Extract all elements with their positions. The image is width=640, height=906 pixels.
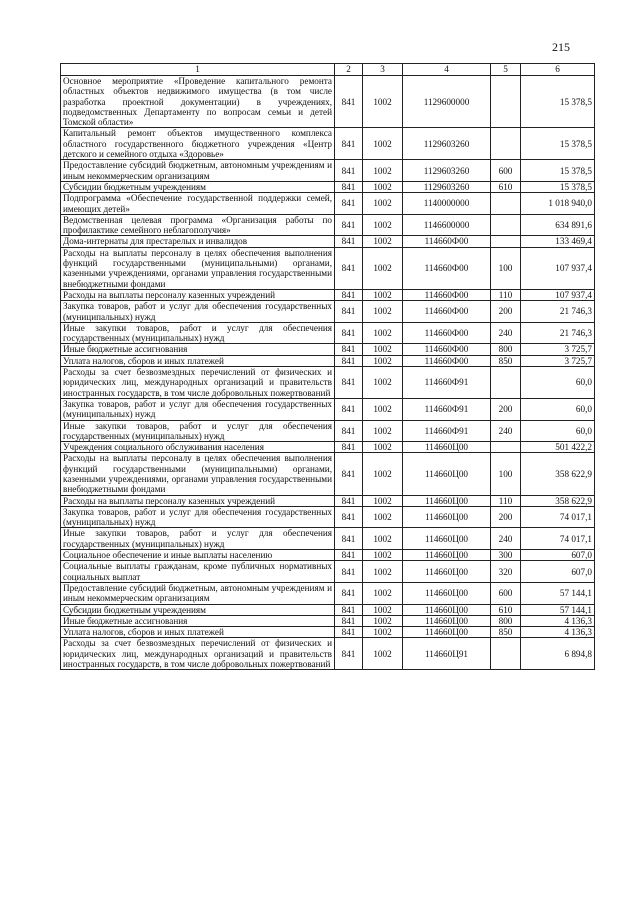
row-expense-type-cell: 200 [491, 398, 521, 420]
budget-table [60, 63, 595, 670]
row-target-code-cell: 114660Ф00 [403, 322, 491, 344]
row-expense-type-cell: 200 [491, 301, 521, 323]
row-name-cell: Субсидии бюджетным учреждениям [61, 181, 335, 192]
row-grbs-cell: 841 [335, 506, 363, 528]
row-target-code-cell: 114660Ф91 [403, 398, 491, 420]
row-grbs-cell: 841 [335, 181, 363, 192]
row-name-cell: Дома-интернаты для престарелых и инвалидов [61, 236, 335, 247]
row-amount-cell: 634 891,6 [521, 214, 595, 236]
row-expense-type-cell: 800 [491, 344, 521, 355]
row-expense-type-cell: 600 [491, 582, 521, 604]
row-grbs-cell: 841 [335, 322, 363, 344]
row-expense-type-cell: 110 [491, 495, 521, 506]
row-grbs-cell: 841 [335, 344, 363, 355]
row-name-cell: Учреждения социального обслуживания населения [61, 442, 335, 453]
table-row [61, 528, 595, 550]
table-row [61, 181, 595, 192]
column-header: 1 [61, 64, 335, 76]
row-target-code-cell: 114660Ц00 [403, 582, 491, 604]
row-amount-cell: 1 018 940,0 [521, 193, 595, 215]
table-row [61, 550, 595, 561]
row-section-cell: 1002 [363, 289, 403, 300]
row-amount-cell: 15 378,5 [521, 128, 595, 160]
row-name-cell: Основное мероприятие «Проведение капитального ремонта областных объектов недвижимого имущества (в том числе разработка проектной документации) в учреждениях, подведомственных Департаменту по вопросам семьи и детей Томской области» [61, 76, 335, 128]
row-amount-cell: 60,0 [521, 398, 595, 420]
row-name-cell: Закупка товаров, работ и услуг для обеспечения государственных (муниципальных) нужд [61, 398, 335, 420]
row-section-cell: 1002 [363, 181, 403, 192]
row-name-cell: Ведомственная целевая программа «Организация работы по профилактике семейного неблагополучия» [61, 214, 335, 236]
row-grbs-cell: 841 [335, 367, 363, 399]
row-amount-cell: 4 136,3 [521, 627, 595, 638]
table-row [61, 420, 595, 442]
table-row [61, 453, 595, 495]
row-target-code-cell: 1129603260 [403, 181, 491, 192]
page-number: 215 [552, 40, 570, 54]
row-section-cell: 1002 [363, 528, 403, 550]
row-target-code-cell: 114660Ф91 [403, 420, 491, 442]
table-row [61, 322, 595, 344]
row-section-cell: 1002 [363, 193, 403, 215]
row-expense-type-cell: 100 [491, 453, 521, 495]
row-grbs-cell: 841 [335, 398, 363, 420]
row-expense-type-cell: 800 [491, 615, 521, 626]
row-grbs-cell: 841 [335, 193, 363, 215]
row-name-cell: Расходы на выплаты персоналу в целях обеспечения выполнения функций государственными (муниципальными) органами, казенными учреждениями, органами управления государственными внебюджетными фондами [61, 453, 335, 495]
row-target-code-cell: 114660Ц00 [403, 495, 491, 506]
row-expense-type-cell: 850 [491, 627, 521, 638]
row-section-cell: 1002 [363, 638, 403, 670]
row-grbs-cell: 841 [335, 528, 363, 550]
row-name-cell: Социальное обеспечение и иные выплаты населению [61, 550, 335, 561]
row-name-cell: Расходы на выплаты персоналу казенных учреждений [61, 289, 335, 300]
row-grbs-cell: 841 [335, 247, 363, 289]
row-section-cell: 1002 [363, 398, 403, 420]
row-target-code-cell: 114660Ц00 [403, 561, 491, 583]
row-grbs-cell: 841 [335, 128, 363, 160]
row-name-cell: Предоставление субсидий бюджетным, автономным учреждениям и иным некоммерческим организациям [61, 582, 335, 604]
row-grbs-cell: 841 [335, 442, 363, 453]
row-amount-cell: 6 894,8 [521, 638, 595, 670]
row-amount-cell: 15 378,5 [521, 76, 595, 128]
row-expense-type-cell: 240 [491, 420, 521, 442]
row-amount-cell: 21 746,3 [521, 301, 595, 323]
row-target-code-cell: 114660Ц00 [403, 453, 491, 495]
row-name-cell: Закупка товаров, работ и услуг для обеспечения государственных (муниципальных) нужд [61, 301, 335, 323]
row-section-cell: 1002 [363, 322, 403, 344]
row-target-code-cell: 114660Ц00 [403, 615, 491, 626]
row-name-cell: Предоставление субсидий бюджетным, автономным учреждениям и иным некоммерческим организациям [61, 160, 335, 182]
table-row [61, 193, 595, 215]
row-amount-cell: 358 622,9 [521, 495, 595, 506]
row-name-cell: Субсидии бюджетным учреждениям [61, 604, 335, 615]
table-row [61, 247, 595, 289]
row-expense-type-cell [491, 367, 521, 399]
row-target-code-cell: 114660Ф91 [403, 367, 491, 399]
row-section-cell: 1002 [363, 367, 403, 399]
row-name-cell: Иные закупки товаров, работ и услуг для обеспечения государственных (муниципальных) нужд [61, 420, 335, 442]
row-section-cell: 1002 [363, 582, 403, 604]
row-section-cell: 1002 [363, 627, 403, 638]
table-row [61, 355, 595, 366]
row-grbs-cell: 841 [335, 355, 363, 366]
row-target-code-cell: 1129600000 [403, 76, 491, 128]
row-section-cell: 1002 [363, 214, 403, 236]
row-section-cell: 1002 [363, 76, 403, 128]
row-target-code-cell: 1146600000 [403, 214, 491, 236]
row-target-code-cell: 114660Ц00 [403, 442, 491, 453]
row-name-cell: Расходы за счет безвозмездных перечислений от физических и юридических лиц, международных организаций и правительств иностранных государств, в том числе добровольных пожертвований [61, 638, 335, 670]
row-section-cell: 1002 [363, 453, 403, 495]
row-grbs-cell: 841 [335, 301, 363, 323]
row-amount-cell: 358 622,9 [521, 453, 595, 495]
table-row [61, 367, 595, 399]
column-header: 2 [335, 64, 363, 76]
row-expense-type-cell: 610 [491, 604, 521, 615]
row-grbs-cell: 841 [335, 420, 363, 442]
row-target-code-cell: 114660Ф00 [403, 355, 491, 366]
row-target-code-cell: 114660Ц00 [403, 604, 491, 615]
table-row [61, 582, 595, 604]
row-grbs-cell: 841 [335, 495, 363, 506]
column-header: 4 [403, 64, 491, 76]
row-target-code-cell: 1129603260 [403, 160, 491, 182]
table-row [61, 289, 595, 300]
table-row [61, 160, 595, 182]
row-expense-type-cell: 110 [491, 289, 521, 300]
table-row [61, 561, 595, 583]
row-amount-cell: 21 746,3 [521, 322, 595, 344]
row-section-cell: 1002 [363, 160, 403, 182]
row-target-code-cell: 114660Ф00 [403, 236, 491, 247]
row-target-code-cell: 114660Ф00 [403, 301, 491, 323]
row-grbs-cell: 841 [335, 604, 363, 615]
row-target-code-cell: 114660Ф00 [403, 247, 491, 289]
row-section-cell: 1002 [363, 561, 403, 583]
row-grbs-cell: 841 [335, 582, 363, 604]
row-amount-cell: 57 144,1 [521, 604, 595, 615]
row-expense-type-cell [491, 214, 521, 236]
row-expense-type-cell [491, 193, 521, 215]
table-row [61, 128, 595, 160]
row-name-cell: Расходы на выплаты персоналу в целях обеспечения выполнения функций государственными (муниципальными) органами, казенными учреждениями, органами управления государственными внебюджетными фондами [61, 247, 335, 289]
row-section-cell: 1002 [363, 495, 403, 506]
row-grbs-cell: 841 [335, 236, 363, 247]
row-section-cell: 1002 [363, 506, 403, 528]
table-row [61, 495, 595, 506]
row-section-cell: 1002 [363, 128, 403, 160]
row-grbs-cell: 841 [335, 627, 363, 638]
row-name-cell: Капитальный ремонт объектов имущественного комплекса областного государственного бюджетного учреждения «Центр детского и семейного отдыха «Здоровье» [61, 128, 335, 160]
table-row [61, 236, 595, 247]
row-target-code-cell: 1140000000 [403, 193, 491, 215]
row-expense-type-cell: 320 [491, 561, 521, 583]
row-section-cell: 1002 [363, 550, 403, 561]
row-name-cell: Подпрограмма «Обеспечение государственной поддержки семей, имеющих детей» [61, 193, 335, 215]
row-section-cell: 1002 [363, 344, 403, 355]
table-row [61, 615, 595, 626]
row-expense-type-cell: 300 [491, 550, 521, 561]
row-name-cell: Иные бюджетные ассигнования [61, 344, 335, 355]
row-amount-cell: 501 422,2 [521, 442, 595, 453]
row-grbs-cell: 841 [335, 638, 363, 670]
row-target-code-cell: 114660Ф00 [403, 289, 491, 300]
row-grbs-cell: 841 [335, 615, 363, 626]
row-name-cell: Социальные выплаты гражданам, кроме публичных нормативных социальных выплат [61, 561, 335, 583]
table-row [61, 214, 595, 236]
row-target-code-cell: 114660Ц91 [403, 638, 491, 670]
row-name-cell: Расходы за счет безвозмездных перечислений от физических и юридических лиц, международных организаций и правительств иностранных государств, в том числе добровольных пожертвований [61, 367, 335, 399]
row-expense-type-cell: 850 [491, 355, 521, 366]
row-amount-cell: 4 136,3 [521, 615, 595, 626]
table-row [61, 301, 595, 323]
row-section-cell: 1002 [363, 420, 403, 442]
row-amount-cell: 60,0 [521, 420, 595, 442]
column-header: 3 [363, 64, 403, 76]
row-grbs-cell: 841 [335, 561, 363, 583]
row-amount-cell: 74 017,1 [521, 506, 595, 528]
row-name-cell: Иные закупки товаров, работ и услуг для обеспечения государственных (муниципальных) нужд [61, 322, 335, 344]
row-name-cell: Расходы на выплаты персоналу казенных учреждений [61, 495, 335, 506]
column-header: 6 [521, 64, 595, 76]
row-section-cell: 1002 [363, 247, 403, 289]
row-target-code-cell: 1129603260 [403, 128, 491, 160]
row-section-cell: 1002 [363, 355, 403, 366]
row-section-cell: 1002 [363, 236, 403, 247]
header-row [61, 64, 595, 76]
row-expense-type-cell: 240 [491, 528, 521, 550]
row-amount-cell: 107 937,4 [521, 289, 595, 300]
row-target-code-cell: 114660Ц00 [403, 506, 491, 528]
row-target-code-cell: 114660Ц00 [403, 550, 491, 561]
row-amount-cell: 607,0 [521, 561, 595, 583]
row-expense-type-cell [491, 128, 521, 160]
row-expense-type-cell [491, 76, 521, 128]
row-expense-type-cell [491, 638, 521, 670]
row-section-cell: 1002 [363, 301, 403, 323]
row-name-cell: Уплата налогов, сборов и иных платежей [61, 355, 335, 366]
row-expense-type-cell [491, 442, 521, 453]
row-expense-type-cell: 100 [491, 247, 521, 289]
row-name-cell: Иные бюджетные ассигнования [61, 615, 335, 626]
row-expense-type-cell: 610 [491, 181, 521, 192]
row-target-code-cell: 114660Ф00 [403, 344, 491, 355]
table-body [61, 76, 595, 670]
row-name-cell: Закупка товаров, работ и услуг для обеспечения государственных (муниципальных) нужд [61, 506, 335, 528]
table-row [61, 627, 595, 638]
row-amount-cell: 15 378,5 [521, 181, 595, 192]
row-amount-cell: 107 937,4 [521, 247, 595, 289]
row-amount-cell: 3 725,7 [521, 355, 595, 366]
row-target-code-cell: 114660Ц00 [403, 627, 491, 638]
row-section-cell: 1002 [363, 615, 403, 626]
row-expense-type-cell [491, 236, 521, 247]
table-row [61, 76, 595, 128]
table-row [61, 506, 595, 528]
row-grbs-cell: 841 [335, 160, 363, 182]
row-name-cell: Уплата налогов, сборов и иных платежей [61, 627, 335, 638]
row-grbs-cell: 841 [335, 289, 363, 300]
row-grbs-cell: 841 [335, 453, 363, 495]
column-header: 5 [491, 64, 521, 76]
row-amount-cell: 3 725,7 [521, 344, 595, 355]
row-amount-cell: 57 144,1 [521, 582, 595, 604]
row-target-code-cell: 114660Ц00 [403, 528, 491, 550]
row-amount-cell: 60,0 [521, 367, 595, 399]
row-section-cell: 1002 [363, 604, 403, 615]
table-row [61, 604, 595, 615]
table-row [61, 638, 595, 670]
row-name-cell: Иные закупки товаров, работ и услуг для обеспечения государственных (муниципальных) нужд [61, 528, 335, 550]
row-amount-cell: 74 017,1 [521, 528, 595, 550]
row-amount-cell: 607,0 [521, 550, 595, 561]
row-expense-type-cell: 600 [491, 160, 521, 182]
table-row [61, 398, 595, 420]
row-expense-type-cell: 240 [491, 322, 521, 344]
row-expense-type-cell: 200 [491, 506, 521, 528]
row-amount-cell: 15 378,5 [521, 160, 595, 182]
row-grbs-cell: 841 [335, 550, 363, 561]
table-row [61, 442, 595, 453]
row-grbs-cell: 841 [335, 214, 363, 236]
table-row [61, 344, 595, 355]
row-grbs-cell: 841 [335, 76, 363, 128]
row-amount-cell: 133 469,4 [521, 236, 595, 247]
row-section-cell: 1002 [363, 442, 403, 453]
